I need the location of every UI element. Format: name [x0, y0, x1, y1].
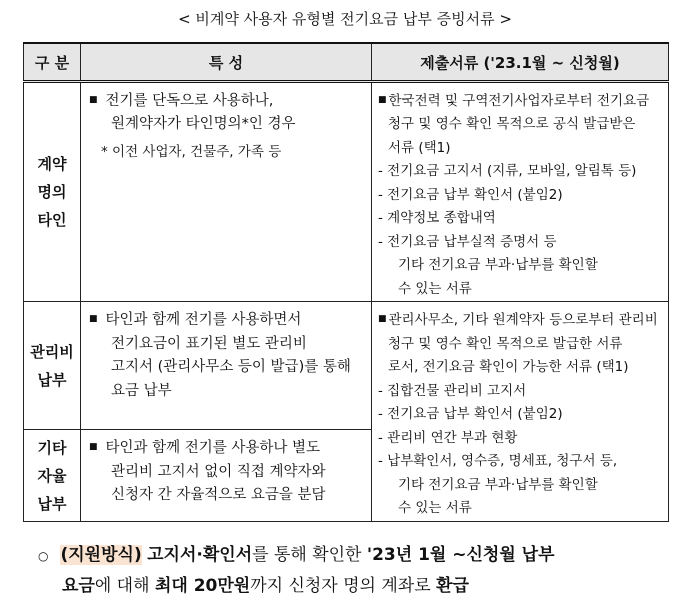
- feature-text: 전기를 단독으로 사용하나,: [105, 92, 274, 109]
- feature-cell: [81, 302, 372, 430]
- feature-text: 고지서 (관리사무소 등이 발급)를 통해: [111, 359, 351, 375]
- text: 까지 신청자 명의 계좌로: [250, 576, 437, 596]
- category-text: 관리비: [30, 342, 74, 361]
- square-bullet-icon: ■: [378, 314, 387, 325]
- doc-item: - 계약정보 종합내역: [378, 210, 496, 227]
- category-text: 납부: [37, 494, 67, 513]
- documents-cell: [372, 302, 669, 522]
- category-cell: [24, 82, 81, 302]
- feature-text: 전기요금이 표기된 별도 관리비: [111, 335, 307, 352]
- doc-text: 기타 전기요금 부과·납부를 확인할: [398, 476, 598, 493]
- bold-text: 환급: [436, 576, 469, 596]
- category-text: 계약: [37, 155, 67, 174]
- feature-text: 신청자 간 자율적으로 요금을 분담: [111, 487, 326, 503]
- doc-text: 수 있는 서류: [398, 280, 472, 297]
- support-method-label: (지원방식): [60, 545, 142, 565]
- doc-item: - 전기요금 고지서 (지류, 모바일, 알림톡 등): [378, 163, 637, 180]
- doc-text: 관리사무소, 기타 원계약자 등으로부터 관리비: [388, 312, 658, 328]
- category-text: 명의: [37, 183, 67, 202]
- category-text: 타인: [37, 211, 67, 230]
- doc-item: - 납부확인서, 영수증, 명세표, 청구서 등,: [378, 453, 618, 469]
- bold-text: '23년 1월 ~신청월 납부: [366, 545, 555, 565]
- table-row: [24, 82, 669, 302]
- feature-text: 타인과 함께 전기를 사용하면서: [105, 312, 302, 328]
- circle-bullet-icon: ○: [38, 549, 49, 563]
- doc-text: 서류 (택1): [388, 139, 451, 156]
- square-bullet-icon: ■: [89, 95, 98, 105]
- doc-item: - 전기요금 납부실적 증명서 등: [378, 233, 557, 250]
- doc-item: - 전기요금 납부 확인서 (붙임2): [378, 406, 563, 422]
- header-category: 구 분: [24, 43, 81, 82]
- category-text: 기타: [37, 438, 67, 457]
- feature-cell: [81, 430, 372, 522]
- text: 를 통해 확인한: [252, 545, 367, 565]
- feature-cell: [81, 82, 372, 302]
- doc-item: - 전기요금 납부 확인서 (붙임2): [378, 186, 563, 203]
- square-bullet-icon: ■: [89, 442, 98, 453]
- category-text: 자율: [37, 466, 67, 485]
- doc-text: 로서, 전기요금 확인이 가능한 서류 (택1): [388, 359, 629, 375]
- feature-text: 타인과 함께 전기를 사용하나 별도: [105, 440, 321, 456]
- documents-cell: [372, 82, 669, 302]
- category-text: 납부: [37, 370, 67, 389]
- doc-text: 한국전력 및 구역전기사업자로부터 전기요금: [388, 92, 650, 109]
- header-documents: 제출서류 ('23.1월 ~ 신청월): [372, 43, 669, 82]
- table-row: [24, 302, 669, 430]
- doc-item: - 관리비 연간 부과 현황: [378, 429, 518, 446]
- text: 에 대해: [94, 576, 155, 596]
- table-header-row: [24, 43, 669, 82]
- feature-text: 원계약자가 타인명의*인 경우: [111, 116, 296, 133]
- doc-text: 수 있는 서류: [398, 500, 472, 516]
- support-method-paragraph: [38, 540, 555, 601]
- evidence-table: [23, 42, 669, 522]
- feature-text: 관리비 고지서 없이 직접 계약자와: [111, 463, 326, 480]
- footnote: * 이전 사업자, 건물주, 가족 등: [101, 143, 282, 160]
- doc-text: 청구 및 영수 확인 목적으로 공식 발급받은: [388, 116, 636, 133]
- max-amount: 최대 20만원: [154, 576, 251, 596]
- square-bullet-icon: ■: [378, 95, 387, 105]
- header-feature: 특 성: [81, 43, 372, 82]
- square-bullet-icon: ■: [89, 314, 98, 325]
- bold-text: 고지서·확인서: [147, 545, 253, 565]
- doc-item: - 집합건물 관리비 고지서: [378, 382, 527, 399]
- category-cell: [24, 302, 81, 430]
- document-title: < 비계약 사용자 유형별 전기요금 납부 증빙서류 >: [178, 10, 512, 28]
- doc-text: 청구 및 영수 확인 목적으로 발급한 서류: [388, 335, 623, 352]
- doc-text: 기타 전기요금 부과·납부를 확인할: [398, 257, 598, 274]
- category-cell: [24, 430, 81, 522]
- bold-text: 요금: [62, 576, 95, 596]
- feature-text: 요금 납부: [111, 382, 172, 399]
